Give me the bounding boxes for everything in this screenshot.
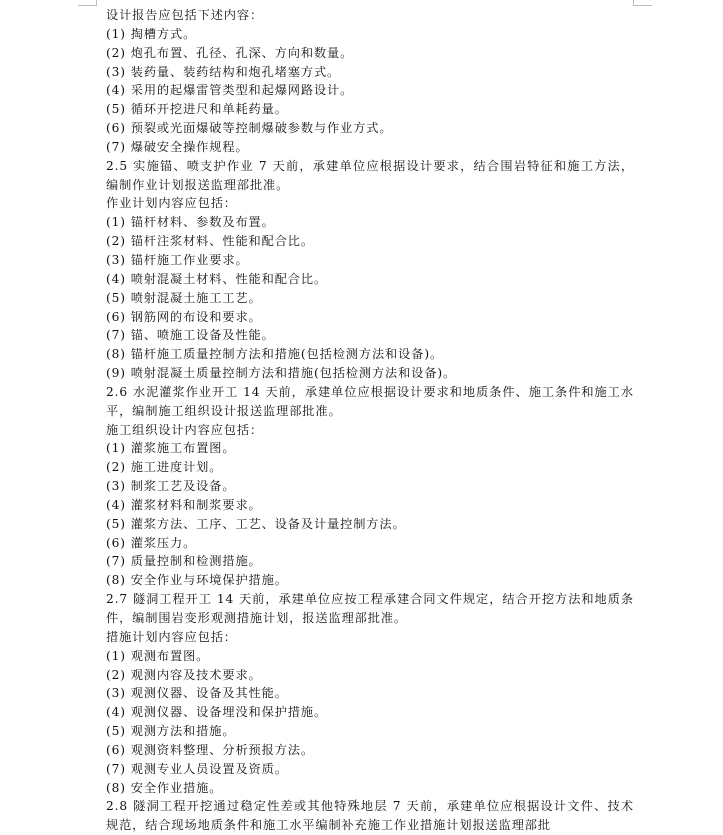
list-item: (1) 观测布置图。 <box>106 648 210 663</box>
list-item: (5) 喷射混凝土施工工艺。 <box>106 290 262 305</box>
list-item: (7) 质量控制和检测措施。 <box>106 554 262 569</box>
list-item: (9) 喷射混凝土质量控制方法和措施(包括检测方法和设备)。 <box>106 366 457 381</box>
list-item: (4) 喷射混凝土材料、性能和配合比。 <box>106 271 328 286</box>
section-paragraph-2-5: 2.5 实施锚、喷支护作业 7 天前，承建单位应根据设计要求，结合围岩特征和施工方法，编制作业计划报送监理部批准。 <box>106 158 634 192</box>
list-item: (1) 锚杆材料、参数及布置。 <box>106 215 275 230</box>
list-item: (7) 锚、喷施工设备及性能。 <box>106 328 275 343</box>
list-item: (6) 预裂或光面爆破等控制爆破参数与作业方式。 <box>106 121 393 136</box>
body-text-line: 作业计划内容应包括： <box>106 196 237 211</box>
crop-mark-top-left-vertical <box>96 0 97 6</box>
list-item: (8) 安全作业与环境保护措施。 <box>106 573 288 588</box>
list-item: (5) 观测方法和措施。 <box>106 724 236 739</box>
list-item: (8) 安全作业措施。 <box>106 780 223 795</box>
list-item: (8) 锚杆施工质量控制方法和措施(包括检测方法和设备)。 <box>106 347 444 362</box>
list-item: (3) 装药量、装药结构和炮孔堵塞方式。 <box>106 64 341 79</box>
list-item: (2) 观测内容及技术要求。 <box>106 667 262 682</box>
body-text-line: 措施计划内容应包括： <box>106 629 237 644</box>
list-item: (4) 灌浆材料和制浆要求。 <box>106 497 262 512</box>
body-text-line: 设计报告应包括下述内容： <box>106 8 264 22</box>
document-body <box>106 6 636 835</box>
list-item: (7) 爆破安全操作规程。 <box>106 139 249 154</box>
section-paragraph-2-6: 2.6 水泥灌浆作业开工 14 天前，承建单位应根据设计要求和地质条件、施工条件和施工水平，编制施工组织设计报送监理部批准。 <box>106 384 634 418</box>
list-item: (3) 观测仪器、设备及其性能。 <box>106 686 288 701</box>
list-item: (6) 观测资料整理、分析预报方法。 <box>106 742 314 757</box>
list-item: (3) 制浆工艺及设备。 <box>106 479 236 494</box>
list-item: (2) 锚杆注浆材料、性能和配合比。 <box>106 234 314 249</box>
crop-mark-top-left-horizontal <box>78 5 96 6</box>
list-item: (6) 钢筋网的布设和要求。 <box>106 309 262 324</box>
section-paragraph-2-8: 2.8 隧洞工程开挖通过稳定性差或其他特殊地层 7 天前，承建单位应根据设计文件、技术规范，结合现场地质条件和施工水平编制补充施工作业措施计划报送监理部批 <box>106 799 634 833</box>
list-item: (5) 灌浆方法、工序、工艺、设备及计量控制方法。 <box>106 516 406 531</box>
list-item: (5) 循环开挖进尺和单耗药量。 <box>106 102 288 117</box>
list-item: (4) 观测仪器、设备埋没和保护措施。 <box>106 705 328 720</box>
list-item: (6) 灌浆压力。 <box>106 535 197 550</box>
list-item: (3) 锚杆施工作业要求。 <box>106 252 249 267</box>
list-item: (2) 炮孔布置、孔径、孔深、方向和数量。 <box>106 45 354 60</box>
list-item: (7) 观测专业人员设置及资质。 <box>106 761 288 776</box>
list-item: (1) 灌浆施工布置图。 <box>106 441 236 456</box>
body-text-line: 施工组织设计内容应包括： <box>106 422 264 437</box>
list-item: (4) 采用的起爆雷管类型和起爆网路设计。 <box>106 83 354 98</box>
list-item: (2) 施工进度计划。 <box>106 460 223 475</box>
section-paragraph-2-7: 2.7 隧洞工程开工 14 天前，承建单位应按工程承建合同文件规定，结合开挖方法和地质条件，编制围岩变形观测措施计划，报送监理部批准。 <box>106 592 634 625</box>
list-item: (1) 掏槽方式。 <box>106 26 197 41</box>
crop-mark-top-right-horizontal <box>634 5 652 6</box>
